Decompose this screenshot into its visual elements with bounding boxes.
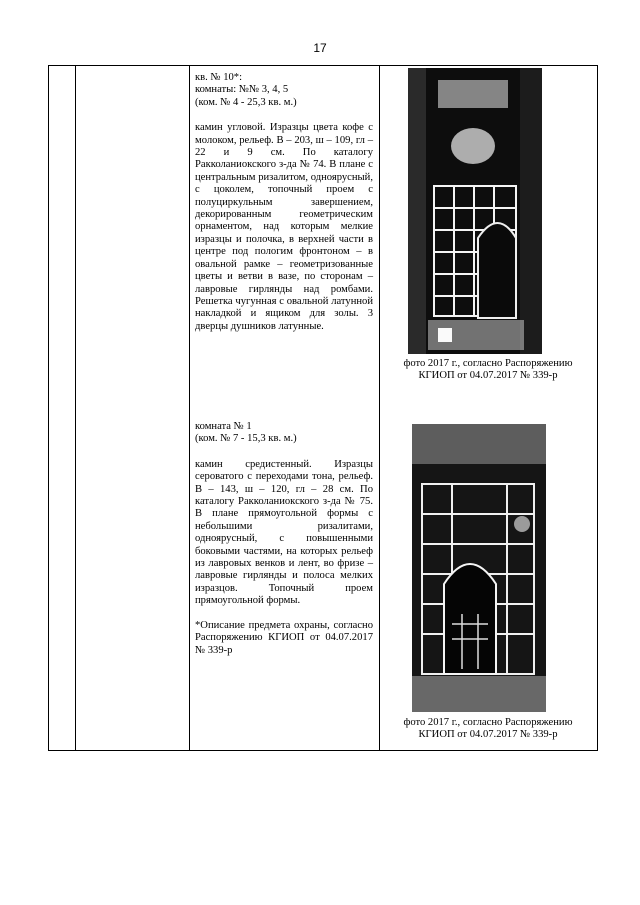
fireplace-photo-1: [408, 68, 542, 354]
column-divider: [379, 66, 380, 750]
room-area: (ком. № 7 - 15,3 кв. м.): [195, 433, 297, 445]
room-area: (ком. № 4 - 25,3 кв. м.): [195, 96, 297, 108]
fireplace-block-1: [195, 72, 373, 333]
fireplace-description: камин средистенный. Изразцы сероватого с переходами тона, рельеф. В – 143, ш – 120, гл – 28 см. По каталогу Ракколаниокского з-да № 75. В плане прямоугольной формы с небольшими ризалитами, одноярусный, с повышенными боковыми частями, на которых рельеф из лавровых венков и лент, во фризе – лавровые гирлянды и полоса мелких изразцов. Топочный проем прямоугольной формы.: [195, 458, 373, 607]
fireplace-description: камин угловой. Изразцы цвета кофе с молоком, рельеф. В – 203, ш – 109, гл – 22 и 9 см. По каталогу Ракколаниокского з-да № 74. В плане с центральным ризалитом, одноярусный, с цоколем, топочный проем с полуциркульным завершением, декорированным геометрическим орнаментом, над которым мелкие изразцы и полочка, в верхней части в центре под пологим фронтоном – в овальной рамке – геометризованные цветы и ветви в вазе, по сторонам – лавровые гирлянды над ромбами. Решетка чугунная с овальной латунной накладкой и ящиком для золы. 3 дверцы душников латунные.: [195, 122, 373, 332]
footnote: *Описание предмета охраны, согласно Распоряжению КГИОП от 04.07.2017 № 339-р: [195, 619, 373, 656]
column-divider: [189, 66, 190, 750]
apartment-heading: кв. № 10*:: [195, 72, 243, 83]
room-heading: комната № 1: [195, 421, 252, 432]
fireplace-photo-2: [412, 424, 546, 712]
column-divider: [75, 66, 76, 750]
fireplace-block-2: [195, 421, 373, 657]
rooms-list: комнаты: №№ 3, 4, 5: [195, 84, 289, 96]
page-number: 17: [313, 41, 327, 55]
photo-caption: фото 2017 г., согласно Распоряжению КГИОП от 04.07.2017 № 339-р: [403, 358, 573, 382]
photo-caption: фото 2017 г., согласно Распоряжению КГИОП от 04.07.2017 № 339-р: [403, 717, 573, 741]
